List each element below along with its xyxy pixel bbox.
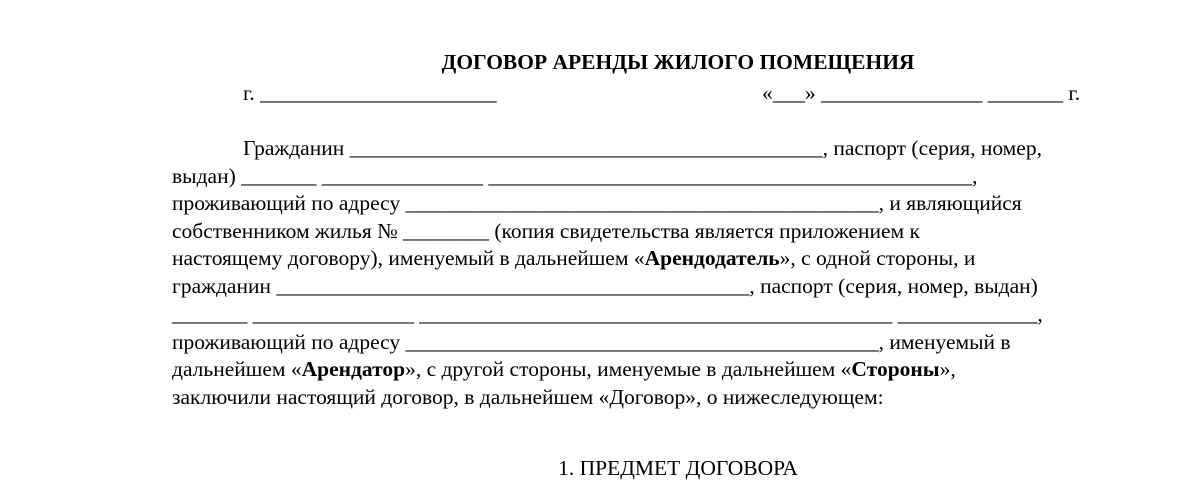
- paragraph-line-9-text-b: », с другой стороны, именуемые в дальнейшем «: [405, 357, 852, 381]
- paragraph-line-6: гражданин ____________________________________________, паспорт (серия, номер, выдан): [172, 274, 1038, 298]
- section-heading: 1. ПРЕДМЕТ ДОГОВОРА: [558, 456, 798, 480]
- paragraph-line-5: [172, 245, 975, 272]
- document-title: ДОГОВОР АРЕНДЫ ЖИЛОГО ПОМЕЩЕНИЯ: [441, 50, 915, 74]
- place-line: г. ______________________: [243, 81, 497, 105]
- paragraph-line-8: проживающий по адресу ____________________________________________, именуемый в: [172, 330, 1011, 354]
- date-line: «___» _______________ _______ г.: [762, 81, 1081, 105]
- lessor-term: Арендодатель: [644, 246, 780, 270]
- paragraph-line-5-text-b: », с одной стороны, и: [779, 246, 976, 270]
- paragraph-line-9-text-c: »,: [939, 357, 956, 381]
- paragraph-line-2: выдан) _______ _______________ _____________________________________________,: [172, 164, 978, 188]
- paragraph-line-9: [172, 356, 956, 383]
- paragraph-line-7: _______ _______________ ____________________________________________ _____________,: [172, 302, 1043, 326]
- paragraph-line-4: собственником жилья № ________ (копия свидетельства является приложением к: [172, 219, 920, 243]
- paragraph-line-1: Гражданин ____________________________________________, паспорт (серия, номер,: [243, 136, 1042, 160]
- paragraph-line-10: заключили настоящий договор, в дальнейшем «Договор», о нижеследующем:: [172, 385, 884, 409]
- paragraph-line-3: проживающий по адресу ____________________________________________, и являющийся: [172, 191, 1022, 215]
- paragraph-line-9-text-a: дальнейшем «: [172, 357, 302, 381]
- paragraph-line-5-text-a: настоящему договору), именуемый в дальнейшем «: [172, 246, 645, 270]
- parties-term: Стороны: [851, 357, 940, 381]
- tenant-term: Арендатор: [301, 357, 406, 381]
